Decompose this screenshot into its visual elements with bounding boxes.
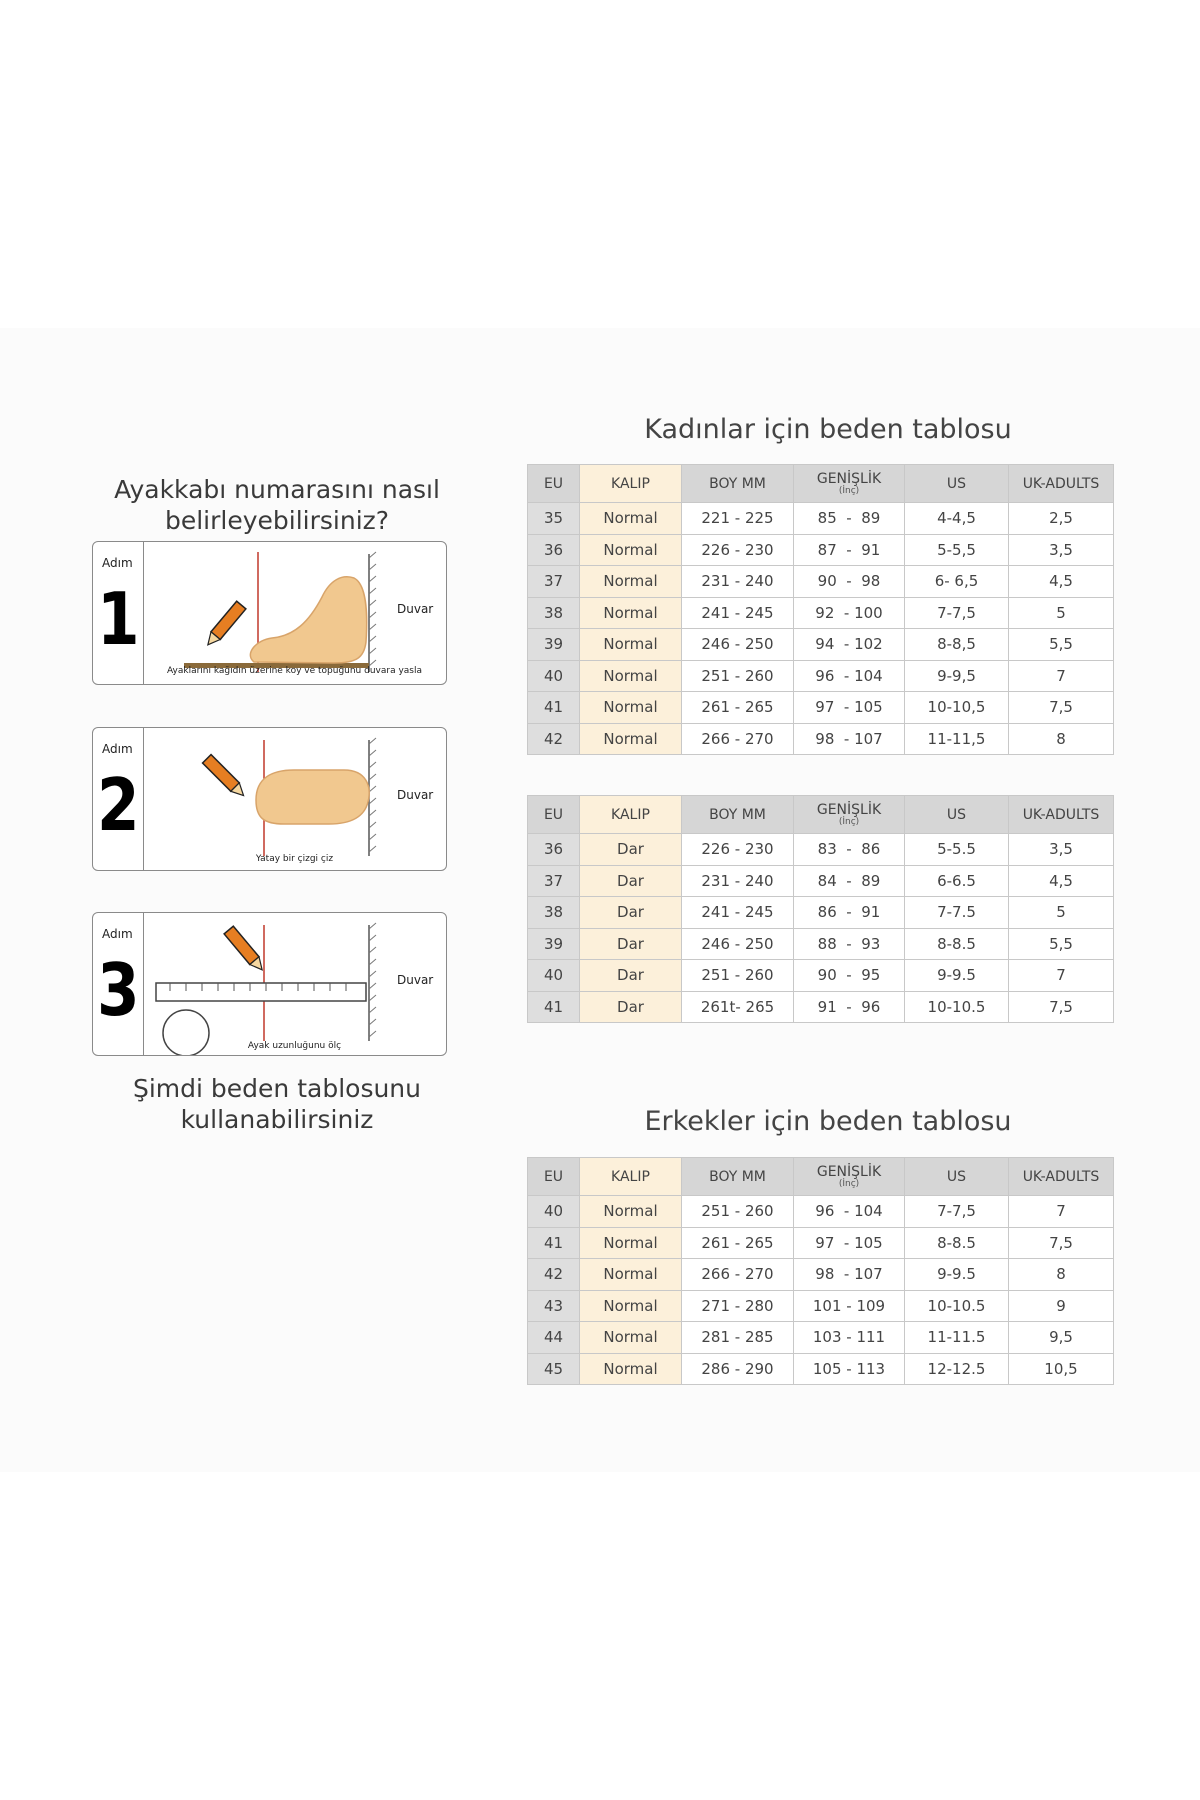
step-1-card [92,541,447,685]
cell-eu: 37 [528,566,580,598]
step-3-card [92,912,447,1056]
cell-uk: 5 [1009,897,1114,929]
header-uk-adults: UK-ADULTS [1009,796,1114,834]
table-row [528,960,1114,992]
header-boy-mm: BOY MM [682,796,794,834]
women-size-chart-title: Kadınlar için beden tablosu [644,414,1012,445]
step-number: 3 [97,948,140,1032]
cell-eu: 40 [528,1196,580,1228]
table-row [528,928,1114,960]
cell-genislik: 98 - 107 [794,723,905,755]
header-eu: EU [528,465,580,503]
cell-kalip: Normal [580,1259,682,1291]
cell-uk: 4,5 [1009,865,1114,897]
cell-eu: 36 [528,534,580,566]
cell-boy-mm: 231 - 240 [682,865,794,897]
cell-uk: 8 [1009,723,1114,755]
header-genislik-unit: (İnç) [838,816,860,827]
cell-boy-mm: 261 - 265 [682,692,794,724]
cell-us: 8-8,5 [905,629,1009,661]
cell-eu: 45 [528,1353,580,1385]
cell-uk: 7,5 [1009,991,1114,1023]
header-uk-adults: UK-ADULTS [1009,465,1114,503]
men-normal-size-table [527,1157,1114,1385]
table-row [528,629,1114,661]
cell-eu: 38 [528,897,580,929]
cell-boy-mm: 226 - 230 [682,534,794,566]
cell-us: 5-5,5 [905,534,1009,566]
cell-boy-mm: 246 - 250 [682,928,794,960]
cell-us: 8-8.5 [905,1227,1009,1259]
cell-genislik: 88 - 93 [794,928,905,960]
women-normal-size-table [527,464,1114,755]
table-row [528,692,1114,724]
cell-uk: 9,5 [1009,1322,1114,1354]
cell-genislik: 97 - 105 [794,1227,905,1259]
cell-boy-mm: 266 - 270 [682,723,794,755]
cell-genislik: 86 - 91 [794,897,905,929]
table-row [528,1227,1114,1259]
cell-uk: 3,5 [1009,534,1114,566]
table-row [528,534,1114,566]
cell-us: 6-6.5 [905,865,1009,897]
table-row [528,897,1114,929]
cell-us: 11-11.5 [905,1322,1009,1354]
table-row [528,723,1114,755]
cell-us: 10-10.5 [905,991,1009,1023]
header-genislik [794,796,905,834]
header-genislik-label: GENİŞLİK [816,801,882,818]
header-boy-mm: BOY MM [682,1158,794,1196]
cell-eu: 38 [528,597,580,629]
cell-uk: 10,5 [1009,1353,1114,1385]
table-row [528,991,1114,1023]
cell-genislik: 97 - 105 [794,692,905,724]
cell-us: 7-7.5 [905,897,1009,929]
cell-boy-mm: 251 - 260 [682,660,794,692]
step-label: Adım [102,927,133,941]
cell-eu: 42 [528,723,580,755]
cell-boy-mm: 231 - 240 [682,566,794,598]
cell-us: 9-9.5 [905,960,1009,992]
cell-uk: 3,5 [1009,834,1114,866]
table-row [528,834,1114,866]
step-label: Adım [102,742,133,756]
cell-uk: 7 [1009,960,1114,992]
cell-kalip: Dar [580,834,682,866]
table-header-row [528,796,1114,834]
header-genislik-label: GENİŞLİK [816,1163,882,1180]
cell-uk: 9 [1009,1290,1114,1322]
cell-genislik: 90 - 95 [794,960,905,992]
cell-genislik: 94 - 102 [794,629,905,661]
cell-us: 9-9,5 [905,660,1009,692]
header-kalip: KALIP [580,796,682,834]
header-us: US [905,465,1009,503]
guide-title-line2: belirleyebilirsiniz? [164,506,390,535]
women-narrow-size-table [527,795,1114,1023]
table-header-row [528,1158,1114,1196]
cell-uk: 5,5 [1009,629,1114,661]
header-kalip: KALIP [580,1158,682,1196]
table-header-row [528,465,1114,503]
cell-boy-mm: 241 - 245 [682,597,794,629]
wall-label: Duvar [397,788,434,802]
cell-kalip: Normal [580,1322,682,1354]
cell-uk: 5,5 [1009,928,1114,960]
guide-title [92,474,462,536]
header-us: US [905,796,1009,834]
cell-eu: 41 [528,1227,580,1259]
cell-kalip: Dar [580,928,682,960]
guide-footer-line2: kullanabilirsiniz [180,1105,374,1134]
cell-eu: 43 [528,1290,580,1322]
cell-uk: 7,5 [1009,1227,1114,1259]
cell-genislik: 105 - 113 [794,1353,905,1385]
cell-kalip: Normal [580,503,682,535]
cell-genislik: 96 - 104 [794,660,905,692]
cell-us: 12-12.5 [905,1353,1009,1385]
cell-genislik: 98 - 107 [794,1259,905,1291]
cell-us: 7-7,5 [905,597,1009,629]
cell-kalip: Dar [580,991,682,1023]
cell-eu: 39 [528,928,580,960]
step-caption: Yatay bir çizgi çiz [255,854,334,864]
cell-kalip: Normal [580,1353,682,1385]
wall-label: Duvar [397,602,434,616]
step-number: 2 [97,763,140,847]
header-genislik [794,465,905,503]
cell-kalip: Normal [580,534,682,566]
cell-kalip: Normal [580,597,682,629]
header-genislik [794,1158,905,1196]
cell-boy-mm: 286 - 290 [682,1353,794,1385]
cell-uk: 8 [1009,1259,1114,1291]
table-row [528,660,1114,692]
table-row [528,597,1114,629]
cell-boy-mm: 281 - 285 [682,1322,794,1354]
table-row [528,865,1114,897]
cell-us: 10-10,5 [905,692,1009,724]
cell-eu: 37 [528,865,580,897]
cell-eu: 36 [528,834,580,866]
table-row [528,1259,1114,1291]
cell-us: 4-4,5 [905,503,1009,535]
cell-genislik: 91 - 96 [794,991,905,1023]
header-eu: EU [528,1158,580,1196]
cell-genislik: 85 - 89 [794,503,905,535]
header-eu: EU [528,796,580,834]
cell-eu: 39 [528,629,580,661]
cell-eu: 40 [528,660,580,692]
cell-uk: 7 [1009,660,1114,692]
cell-boy-mm: 271 - 280 [682,1290,794,1322]
cell-kalip: Normal [580,1227,682,1259]
cell-genislik: 96 - 104 [794,1196,905,1228]
cell-uk: 7 [1009,1196,1114,1228]
table-row [528,1353,1114,1385]
header-genislik-unit: (İnç) [838,485,860,496]
guide-footer-line1: Şimdi beden tablosunu [132,1074,421,1103]
step-2-card [92,727,447,871]
cell-us: 11-11,5 [905,723,1009,755]
cell-eu: 35 [528,503,580,535]
cell-kalip: Normal [580,692,682,724]
cell-eu: 42 [528,1259,580,1291]
cell-eu: 41 [528,692,580,724]
cell-genislik: 87 - 91 [794,534,905,566]
table-row [528,1322,1114,1354]
header-genislik-label: GENİŞLİK [816,470,882,487]
step-label: Adım [102,556,133,570]
table-row [528,503,1114,535]
guide-footer [92,1073,462,1135]
cell-kalip: Normal [580,723,682,755]
step-number: 1 [97,577,140,661]
step-caption: Ayak uzunluğunu ölç [247,1041,342,1051]
cell-genislik: 84 - 89 [794,865,905,897]
header-boy-mm: BOY MM [682,465,794,503]
cell-boy-mm: 251 - 260 [682,1196,794,1228]
cell-us: 6- 6,5 [905,566,1009,598]
table-row [528,566,1114,598]
cell-genislik: 103 - 111 [794,1322,905,1354]
cell-boy-mm: 261t- 265 [682,991,794,1023]
cell-kalip: Dar [580,960,682,992]
cell-genislik: 90 - 98 [794,566,905,598]
cell-boy-mm: 266 - 270 [682,1259,794,1291]
cell-boy-mm: 246 - 250 [682,629,794,661]
cell-eu: 41 [528,991,580,1023]
cell-boy-mm: 251 - 260 [682,960,794,992]
cell-kalip: Normal [580,566,682,598]
cell-kalip: Normal [580,629,682,661]
cell-boy-mm: 226 - 230 [682,834,794,866]
cell-boy-mm: 241 - 245 [682,897,794,929]
cell-kalip: Dar [580,897,682,929]
header-us: US [905,1158,1009,1196]
header-uk-adults: UK-ADULTS [1009,1158,1114,1196]
men-size-chart-title: Erkekler için beden tablosu [644,1106,1012,1137]
cell-uk: 5 [1009,597,1114,629]
cell-us: 5-5.5 [905,834,1009,866]
step-caption: Ayaklarını kağıdın üzerine koy ve topuğunu duvara yasla [166,666,423,676]
cell-genislik: 101 - 109 [794,1290,905,1322]
header-kalip: KALIP [580,465,682,503]
cell-uk: 4,5 [1009,566,1114,598]
cell-kalip: Normal [580,1196,682,1228]
cell-kalip: Normal [580,1290,682,1322]
cell-kalip: Dar [580,865,682,897]
cell-eu: 40 [528,960,580,992]
cell-uk: 7,5 [1009,692,1114,724]
wall-label: Duvar [397,973,434,987]
table-row [528,1290,1114,1322]
cell-us: 9-9.5 [905,1259,1009,1291]
table-row [528,1196,1114,1228]
cell-us: 10-10.5 [905,1290,1009,1322]
cell-genislik: 83 - 86 [794,834,905,866]
guide-title-line1: Ayakkabı numarasını nasıl [114,475,440,504]
header-genislik-unit: (İnç) [838,1178,860,1189]
cell-kalip: Normal [580,660,682,692]
cell-boy-mm: 221 - 225 [682,503,794,535]
cell-uk: 2,5 [1009,503,1114,535]
cell-us: 8-8.5 [905,928,1009,960]
cell-eu: 44 [528,1322,580,1354]
cell-boy-mm: 261 - 265 [682,1227,794,1259]
cell-us: 7-7,5 [905,1196,1009,1228]
cell-genislik: 92 - 100 [794,597,905,629]
